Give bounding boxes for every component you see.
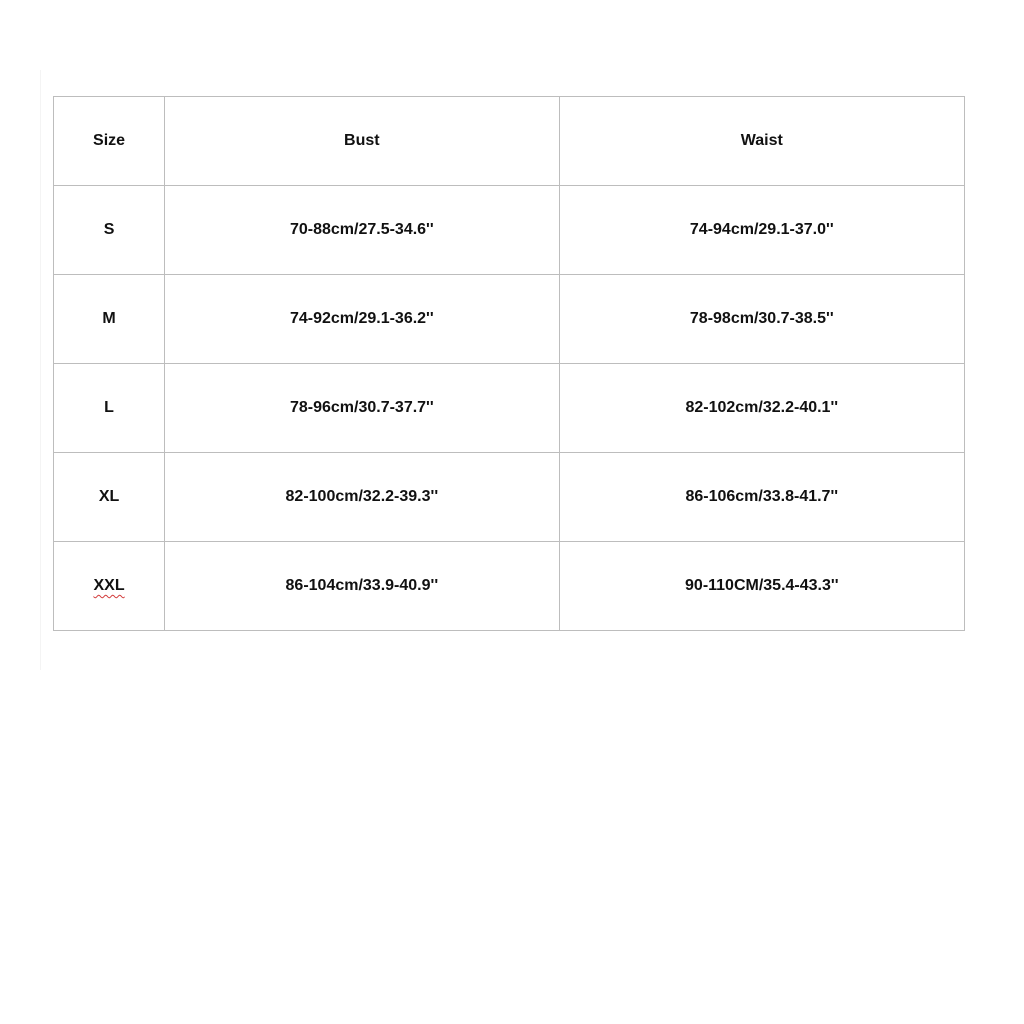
- header-size: Size: [54, 97, 165, 186]
- bust-cell: 82-100cm/32.2-39.3'': [165, 453, 559, 542]
- size-cell: XL: [54, 453, 165, 542]
- table-row: [54, 364, 965, 453]
- waist-cell: 74-94cm/29.1-37.0'': [559, 186, 964, 275]
- size-cell: [54, 542, 165, 631]
- bust-cell: 86-104cm/33.9-40.9'': [165, 542, 559, 631]
- size-chart-table: [53, 96, 965, 631]
- header-waist: Waist: [559, 97, 964, 186]
- size-cell: S: [54, 186, 165, 275]
- size-cell: L: [54, 364, 165, 453]
- table-header-row: [54, 97, 965, 186]
- bust-cell: 74-92cm/29.1-36.2'': [165, 275, 559, 364]
- table-row: [54, 542, 965, 631]
- bust-cell: 70-88cm/27.5-34.6'': [165, 186, 559, 275]
- size-label-spellcheck: XXL: [93, 577, 125, 594]
- waist-cell: 90-110CM/35.4-43.3'': [559, 542, 964, 631]
- table-row: [54, 453, 965, 542]
- size-cell: M: [54, 275, 165, 364]
- waist-cell: 78-98cm/30.7-38.5'': [559, 275, 964, 364]
- header-bust: Bust: [165, 97, 559, 186]
- waist-cell: 86-106cm/33.8-41.7'': [559, 453, 964, 542]
- margin-guide-line: [40, 70, 41, 670]
- table-row: [54, 275, 965, 364]
- table-row: [54, 186, 965, 275]
- waist-cell: 82-102cm/32.2-40.1'': [559, 364, 964, 453]
- bust-cell: 78-96cm/30.7-37.7'': [165, 364, 559, 453]
